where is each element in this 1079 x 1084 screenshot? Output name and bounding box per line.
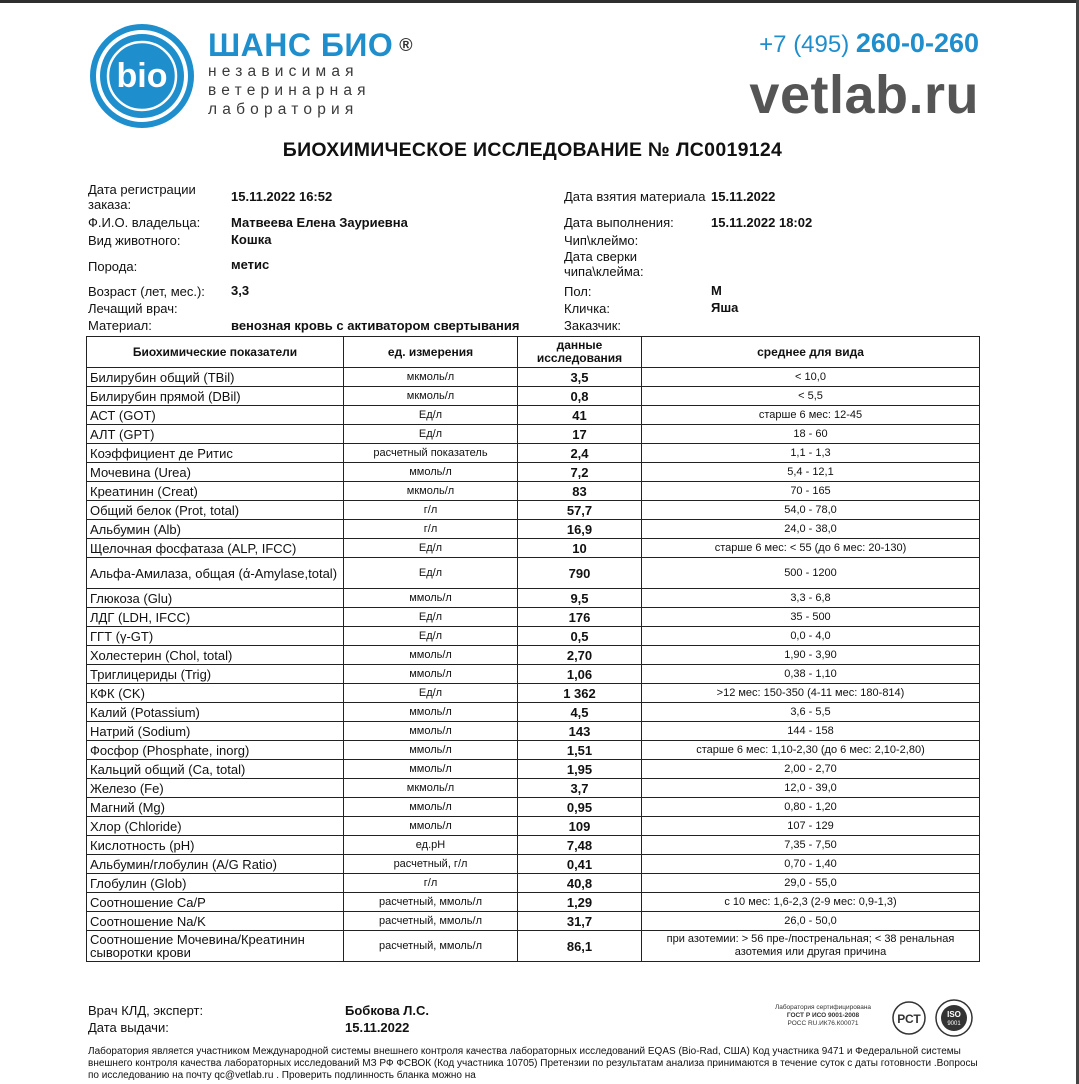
issue-date-value: 15.11.2022	[345, 1020, 410, 1035]
reference-range: старше 6 мес: 1,10-2,30 (до 6 мес: 2,10-2,80)	[642, 741, 980, 760]
rst-seal-icon	[889, 1000, 929, 1036]
reference-range: 1,90 - 3,90	[642, 646, 980, 665]
result-value: 2,4	[518, 444, 642, 463]
reference-range: с 10 мес: 1,6-2,3 (2-9 мес: 0,9-1,3)	[642, 893, 980, 912]
certification-note	[760, 1004, 886, 1028]
unit: мкмоль/л	[344, 779, 518, 798]
table-row	[87, 589, 980, 608]
table-row	[87, 893, 980, 912]
header-value: данные исследования	[518, 337, 642, 368]
chip-check-label: Дата сверки чипа\клейма:	[564, 249, 644, 279]
phone-prefix: +7 (495)	[759, 31, 850, 58]
table-row	[87, 608, 980, 627]
indicator-name: Альбумин (Alb)	[87, 520, 344, 539]
result-value: 1,29	[518, 893, 642, 912]
table-row	[87, 558, 980, 589]
reference-range: при азотемии: > 56 пре-/постренальная; < 38 ренальная азотемия или другая причина	[642, 931, 980, 962]
page-title: БИОХИМИЧЕСКОЕ ИССЛЕДОВАНИЕ № ЛС0019124	[282, 139, 783, 161]
reference-range: 7,35 - 7,50	[642, 836, 980, 855]
result-value: 1,51	[518, 741, 642, 760]
result-value: 790	[518, 558, 642, 589]
customer-label: Заказчик:	[564, 318, 622, 333]
indicator-name: ЛДГ (LDH, IFCC)	[87, 608, 344, 627]
result-value: 17	[518, 425, 642, 444]
table-row	[87, 463, 980, 482]
bio-logo-icon	[90, 24, 194, 128]
logo-text: bio	[116, 57, 168, 95]
reference-range: 2,00 - 2,70	[642, 760, 980, 779]
sample-date-label: Дата взятия материала	[564, 189, 706, 204]
indicator-name: Глобулин (Glob)	[87, 874, 344, 893]
result-value: 31,7	[518, 912, 642, 931]
indicator-name: КФК (CK)	[87, 684, 344, 703]
brand-subtitle-1: независимая	[208, 63, 359, 80]
table-row	[87, 501, 980, 520]
table-row	[87, 444, 980, 463]
reg-date-label: Дата регистрации заказа:	[88, 182, 196, 212]
result-value: 4,5	[518, 703, 642, 722]
reference-range: < 5,5	[642, 387, 980, 406]
unit: расчетный, г/л	[344, 855, 518, 874]
result-value: 83	[518, 482, 642, 501]
result-value: 2,70	[518, 646, 642, 665]
indicator-name: Триглицериды (Trig)	[87, 665, 344, 684]
species-label: Вид животного:	[88, 233, 181, 248]
indicator-name: Кальций общий (Ca, total)	[87, 760, 344, 779]
table-row	[87, 665, 980, 684]
table-row	[87, 779, 980, 798]
table-row	[87, 855, 980, 874]
table-row	[87, 722, 980, 741]
material-value: венозная кровь с активатором свертывания	[231, 318, 520, 333]
phone	[759, 28, 979, 59]
reference-range: 24,0 - 38,0	[642, 520, 980, 539]
rst-seal-text: РСТ	[897, 1012, 921, 1026]
result-value: 3,7	[518, 779, 642, 798]
result-value: 1,06	[518, 665, 642, 684]
reference-range: 0,38 - 1,10	[642, 665, 980, 684]
pet-name-value: Яша	[711, 300, 739, 315]
cert-line-3: РОСС RU.ИК76.К00071	[787, 1020, 859, 1027]
result-value: 40,8	[518, 874, 642, 893]
unit: Ед/л	[344, 406, 518, 425]
reference-range: 70 - 165	[642, 482, 980, 501]
indicator-name: Железо (Fe)	[87, 779, 344, 798]
table-row	[87, 539, 980, 558]
result-value: 1,95	[518, 760, 642, 779]
unit: Ед/л	[344, 539, 518, 558]
unit: мкмоль/л	[344, 387, 518, 406]
table-row	[87, 703, 980, 722]
result-value: 86,1	[518, 931, 642, 962]
table-row	[87, 798, 980, 817]
indicator-name: Щелочная фосфатаза (ALP, IFCC)	[87, 539, 344, 558]
phone-number: 260-0-260	[855, 28, 979, 58]
result-value: 16,9	[518, 520, 642, 539]
registered-mark: ®	[399, 35, 414, 55]
unit: ммоль/л	[344, 463, 518, 482]
iso-seal-number: 9001	[947, 1021, 961, 1027]
sex-label: Пол:	[564, 284, 592, 299]
result-value: 41	[518, 406, 642, 425]
expert-label: Врач КЛД, эксперт:	[88, 1003, 204, 1018]
indicator-name: Альбумин/глобулин (A/G Ratio)	[87, 855, 344, 874]
result-value: 3,5	[518, 368, 642, 387]
table-row	[87, 627, 980, 646]
indicator-name: Билирубин прямой (DBil)	[87, 387, 344, 406]
unit: расчетный, ммоль/л	[344, 912, 518, 931]
sex-value: М	[711, 283, 722, 298]
table-row	[87, 741, 980, 760]
indicator-name: Холестерин (Chol, total)	[87, 646, 344, 665]
cert-line-2: ГОСТ Р ИСО 9001-2008	[786, 1012, 860, 1019]
sample-date-value: 15.11.2022	[711, 189, 776, 204]
indicator-name: Магний (Mg)	[87, 798, 344, 817]
breed-label: Порода:	[88, 259, 138, 274]
brand-subtitle-2: ветеринарная	[208, 82, 371, 99]
unit: расчетный показатель	[344, 444, 518, 463]
reference-range: 0,0 - 4,0	[642, 627, 980, 646]
unit: ммоль/л	[344, 665, 518, 684]
brand-name: ШАНС БИО ®	[208, 27, 414, 63]
unit: ммоль/л	[344, 646, 518, 665]
result-value: 9,5	[518, 589, 642, 608]
indicator-name: АСТ (GOT)	[87, 406, 344, 425]
pet-name-label: Кличка:	[564, 301, 611, 316]
reg-date-value: 15.11.2022 16:52	[231, 189, 333, 204]
reference-range: 3,6 - 5,5	[642, 703, 980, 722]
reference-range: 26,0 - 50,0	[642, 912, 980, 931]
result-value: 0,41	[518, 855, 642, 874]
reference-range: 5,4 - 12,1	[642, 463, 980, 482]
result-value: 7,2	[518, 463, 642, 482]
age-value: 3,3	[231, 283, 250, 298]
unit: ммоль/л	[344, 589, 518, 608]
owner-label: Ф.И.О. владельца:	[88, 215, 201, 230]
indicator-name: Калий (Potassium)	[87, 703, 344, 722]
result-value: 7,48	[518, 836, 642, 855]
indicator-name: Хлор (Chloride)	[87, 817, 344, 836]
result-value: 109	[518, 817, 642, 836]
iso-seal-icon	[934, 998, 974, 1038]
age-label: Возраст (лет, мес.):	[88, 284, 205, 299]
reference-range: 12,0 - 39,0	[642, 779, 980, 798]
table-row	[87, 482, 980, 501]
reference-range: 29,0 - 55,0	[642, 874, 980, 893]
brand-subtitle-3: лаборатория	[208, 101, 359, 118]
material-label: Материал:	[88, 318, 152, 333]
brand-block	[208, 28, 413, 119]
table-row	[87, 912, 980, 931]
results-table	[86, 336, 980, 962]
indicator-name: Мочевина (Urea)	[87, 463, 344, 482]
unit: мкмоль/л	[344, 482, 518, 501]
unit: Ед/л	[344, 558, 518, 589]
unit: Ед/л	[344, 627, 518, 646]
iso-seal-text: ISO	[947, 1010, 961, 1019]
reference-range: старше 6 мес: < 55 (до 6 мес: 20-130)	[642, 539, 980, 558]
result-value: 0,95	[518, 798, 642, 817]
header-indicator: Биохимические показатели	[87, 337, 344, 368]
result-value: 143	[518, 722, 642, 741]
indicator-name: Соотношение Мочевина/Креатинин сыворотки крови	[87, 931, 344, 962]
unit: Ед/л	[344, 425, 518, 444]
indicator-name: Глюкоза (Glu)	[87, 589, 344, 608]
indicator-name: АЛТ (GPT)	[87, 425, 344, 444]
indicator-name: Билирубин общий (TBil)	[87, 368, 344, 387]
reference-range: >12 мес: 150-350 (4-11 мес: 180-814)	[642, 684, 980, 703]
reference-range: 3,3 - 6,8	[642, 589, 980, 608]
unit: г/л	[344, 501, 518, 520]
table-row	[87, 874, 980, 893]
indicator-name: Натрий (Sodium)	[87, 722, 344, 741]
table-row	[87, 817, 980, 836]
table-row	[87, 684, 980, 703]
unit: ммоль/л	[344, 741, 518, 760]
unit: расчетный, ммоль/л	[344, 893, 518, 912]
indicator-name: Соотношение Na/K	[87, 912, 344, 931]
owner-value: Матвеева Елена Зауриевна	[231, 215, 408, 230]
unit: г/л	[344, 520, 518, 539]
table-header-row	[87, 337, 980, 368]
result-value: 1 362	[518, 684, 642, 703]
reference-range: < 10,0	[642, 368, 980, 387]
reference-range: старше 6 мес: 12-45	[642, 406, 980, 425]
reference-range: 107 - 129	[642, 817, 980, 836]
unit: ммоль/л	[344, 722, 518, 741]
unit: Ед/л	[344, 608, 518, 627]
table-row	[87, 646, 980, 665]
table-row	[87, 931, 980, 962]
header-unit: ед. измерения	[344, 337, 518, 368]
indicator-name: Соотношение Ca/P	[87, 893, 344, 912]
indicator-name: Общий белок (Prot, total)	[87, 501, 344, 520]
result-value: 0,8	[518, 387, 642, 406]
indicator-name: Кислотность (pH)	[87, 836, 344, 855]
unit: ммоль/л	[344, 798, 518, 817]
reference-range: 0,80 - 1,20	[642, 798, 980, 817]
table-row	[87, 368, 980, 387]
indicator-name: Альфа-Амилаза, общая (ά-Amylase,total)	[87, 558, 344, 589]
reference-range: 35 - 500	[642, 608, 980, 627]
site-name: vetlab.ru	[749, 65, 979, 125]
unit: ед.pH	[344, 836, 518, 855]
done-date-value: 15.11.2022 18:02	[711, 215, 813, 230]
unit: ммоль/л	[344, 817, 518, 836]
unit: мкмоль/л	[344, 368, 518, 387]
expert-value: Бобкова Л.С.	[345, 1003, 429, 1018]
header-reference: среднее для вида	[642, 337, 980, 368]
reference-range: 1,1 - 1,3	[642, 444, 980, 463]
indicator-name: Креатинин (Creat)	[87, 482, 344, 501]
unit: ммоль/л	[344, 760, 518, 779]
species-value: Кошка	[231, 232, 272, 247]
unit: Ед/л	[344, 684, 518, 703]
reference-range: 18 - 60	[642, 425, 980, 444]
indicator-name: Коэффициент де Ритис	[87, 444, 344, 463]
result-value: 0,5	[518, 627, 642, 646]
reference-range: 500 - 1200	[642, 558, 980, 589]
table-row	[87, 836, 980, 855]
result-value: 57,7	[518, 501, 642, 520]
table-row	[87, 520, 980, 539]
table-row	[87, 425, 980, 444]
unit: ммоль/л	[344, 703, 518, 722]
table-row	[87, 760, 980, 779]
table-row	[87, 406, 980, 425]
unit: г/л	[344, 874, 518, 893]
reference-range: 54,0 - 78,0	[642, 501, 980, 520]
table-row	[87, 387, 980, 406]
result-value: 176	[518, 608, 642, 627]
chip-label: Чип\клеймо:	[564, 233, 639, 248]
disclaimer-text: Лаборатория является участником Международной системы внешнего контроля качества лабораторных исследований EQAS (Bio-Rad, США) Код участника 9471 и Федеральной системы внешнего контроля качества лабораторных исследований МЗ РФ ФСВОК (Код участника 10705) Претензии по результатам анализа принимаются в течение суток с даты готовности .Вопросы по исследованию на почту qc@vetlab.ru . Проверить подлинность бланка можно на	[88, 1046, 978, 1081]
issue-date-label: Дата выдачи:	[88, 1020, 169, 1035]
reference-range: 0,70 - 1,40	[642, 855, 980, 874]
done-date-label: Дата выполнения:	[564, 215, 674, 230]
cert-line-1: Лаборатория сертифицирована	[774, 1004, 872, 1011]
reference-range: 144 - 158	[642, 722, 980, 741]
top-edge	[0, 0, 1079, 3]
unit: расчетный, ммоль/л	[344, 931, 518, 962]
breed-value: метис	[231, 257, 270, 272]
indicator-name: ГГТ (γ-GT)	[87, 627, 344, 646]
indicator-name: Фосфор (Phosphate, inorg)	[87, 741, 344, 760]
result-value: 10	[518, 539, 642, 558]
doctor-label: Лечащий врач:	[88, 301, 178, 316]
